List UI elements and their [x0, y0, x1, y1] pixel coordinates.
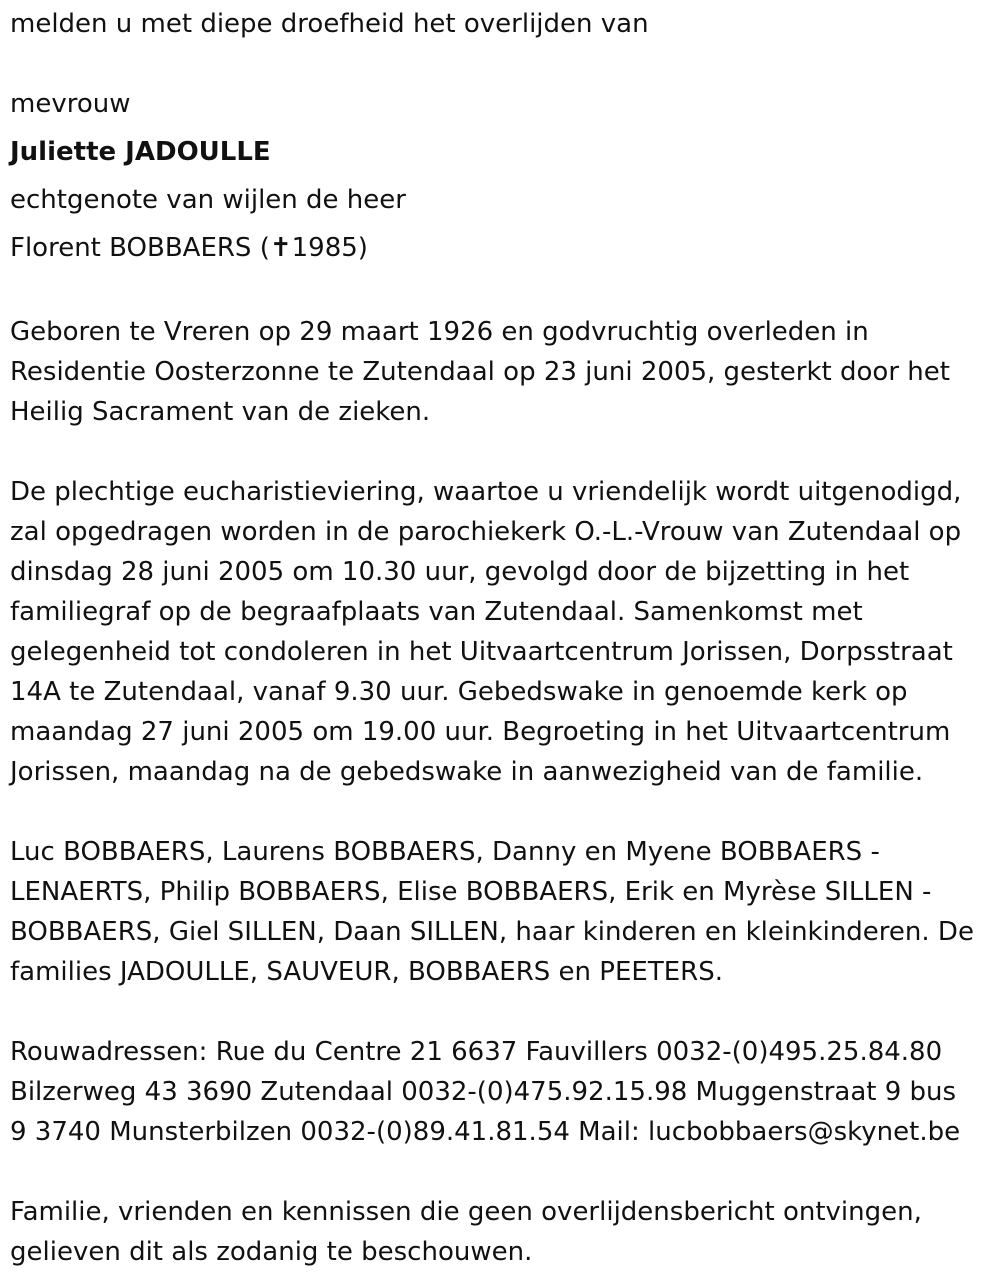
paragraph-line: LENAERTS, Philip BOBBAERS, Elise BOBBAERS, Erik en Myrèse SILLEN -: [10, 877, 932, 907]
paragraph-line: Residentie Oosterzonne te Zutendaal op 23 juni 2005, gesterkt door het: [10, 357, 950, 387]
paragraph-line: De plechtige eucharistieviering, waartoe u vriendelijk wordt uitgenodigd,: [10, 477, 962, 507]
paragraph-line: families JADOULLE, SAUVEUR, BOBBAERS en PEETERS.: [10, 957, 723, 987]
paragraph-line: familiegraf op de begraafplaats van Zutendaal. Samenkomst met: [10, 597, 863, 627]
spouse-name: Florent BOBBAERS (✝1985): [10, 233, 368, 263]
paragraph-line: gelegenheid tot condoleren in het Uitvaartcentrum Jorissen, Dorpsstraat: [10, 637, 953, 667]
deceased-name: Juliette JADOULLE: [10, 137, 271, 167]
birth-paragraph: [10, 312, 995, 432]
addresses-paragraph: [10, 1032, 995, 1152]
paragraph-line: Heilig Sacrament van de zieken.: [10, 397, 431, 427]
deceased-relation: echtgenote van wijlen de heer: [10, 185, 406, 215]
paragraph-line: Bilzerweg 43 3690 Zutendaal 0032-(0)475.92.15.98 Muggenstraat 9 bus: [10, 1077, 957, 1107]
intro-text: melden u met diepe droefheid het overlijden van: [10, 9, 649, 39]
paragraph-line: Rouwadressen: Rue du Centre 21 6637 Fauvillers 0032-(0)495.25.84.80: [10, 1037, 943, 1067]
death-notice: [10, 4, 995, 1272]
closing-paragraph: [10, 1192, 995, 1272]
deceased-block: [10, 80, 995, 272]
paragraph-line: BOBBAERS, Giel SILLEN, Daan SILLEN, haar kinderen en kleinkinderen. De: [10, 917, 974, 947]
paragraph-line: 14A te Zutendaal, vanaf 9.30 uur. Gebedswake in genoemde kerk op: [10, 677, 908, 707]
paragraph-line: gelieven dit als zodanig te beschouwen.: [10, 1237, 533, 1267]
paragraph-line: Geboren te Vreren op 29 maart 1926 en godvruchtig overleden in: [10, 317, 869, 347]
paragraph-line: 9 3740 Munsterbilzen 0032-(0)89.41.81.54 Mail: lucbobbaers@skynet.be: [10, 1117, 961, 1147]
paragraph-line: Luc BOBBAERS, Laurens BOBBAERS, Danny en Myene BOBBAERS -: [10, 837, 880, 867]
ceremony-paragraph: [10, 472, 995, 792]
paragraph-line: Familie, vrienden en kennissen die geen overlijdensbericht ontvingen,: [10, 1197, 922, 1227]
paragraph-line: dinsdag 28 juni 2005 om 10.30 uur, gevolgd door de bijzetting in het: [10, 557, 910, 587]
family-paragraph: [10, 832, 995, 992]
paragraph-line: zal opgedragen worden in de parochiekerk O.-L.-Vrouw van Zutendaal op: [10, 517, 962, 547]
paragraph-line: maandag 27 juni 2005 om 19.00 uur. Begroeting in het Uitvaartcentrum: [10, 717, 951, 747]
deceased-title: mevrouw: [10, 89, 131, 119]
paragraph-line: Jorissen, maandag na de gebedswake in aanwezigheid van de familie.: [10, 757, 924, 787]
